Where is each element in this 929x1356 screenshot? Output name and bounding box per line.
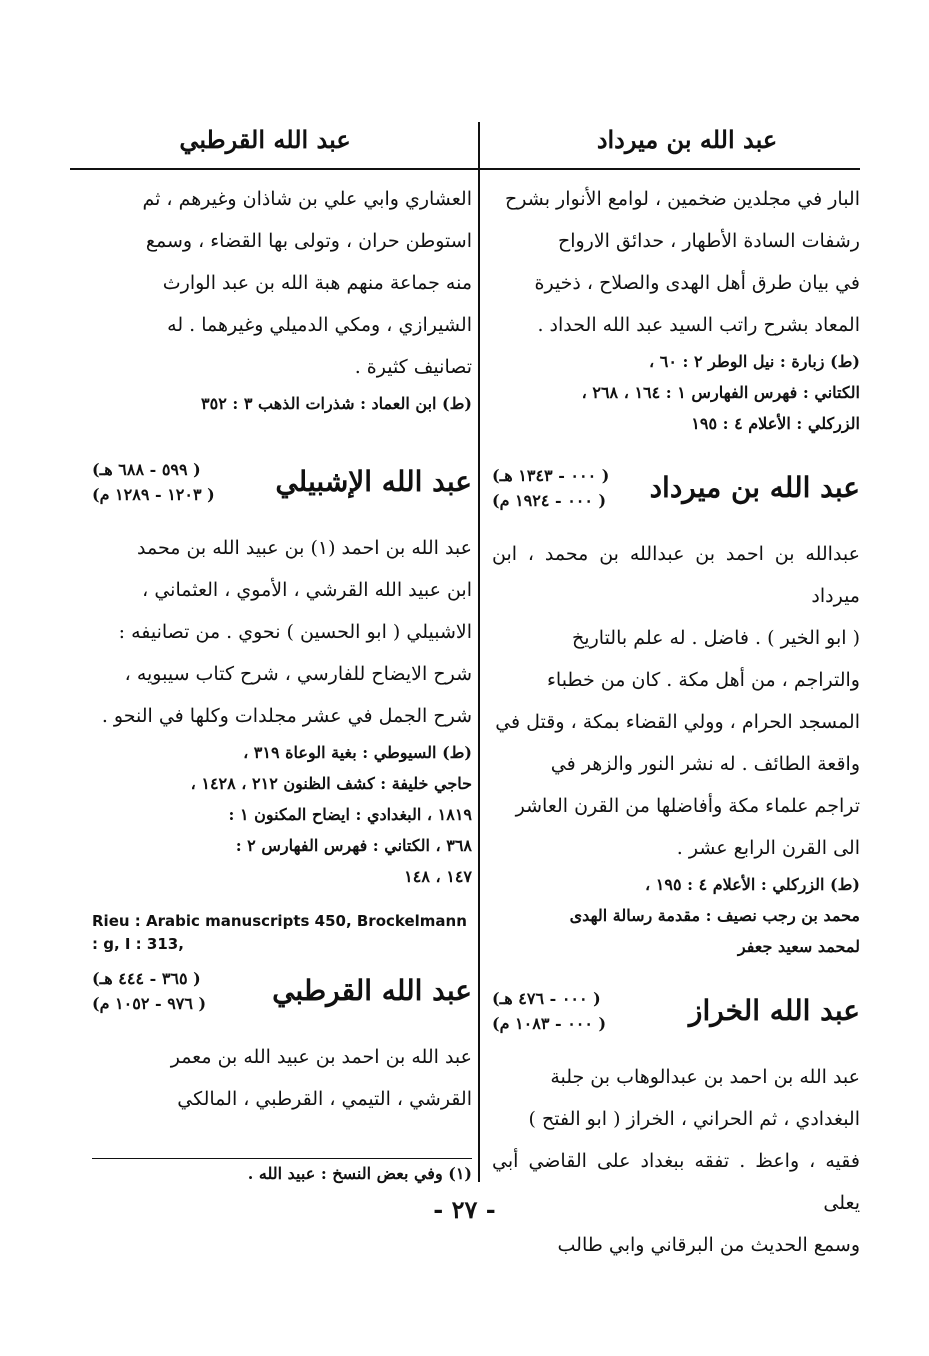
page-number: - ٢٧ - bbox=[433, 1195, 496, 1224]
hijri-date: ( ٣٦٥ - ٤٤٤ هـ) bbox=[92, 969, 201, 988]
source-line: الزركلي : الأعلام ٤ : ١٩٥ bbox=[691, 414, 860, 433]
source-line: لمحمد سعيد جعفر bbox=[737, 937, 860, 956]
right-column-header: عبد الله بن ميرداد bbox=[596, 125, 778, 154]
text-line: في بيان طرق أهل الهدى والصلاح ، ذخيرة bbox=[534, 272, 860, 294]
gregorian-date: ( ٠٠٠ - ١٠٨٣ م) bbox=[492, 1014, 607, 1033]
text-line: استوطن حران ، وتولى بها القضاء ، وسمع bbox=[145, 230, 472, 252]
source-line: (ط) السيوطي : بغية الوعاة ٣١٩ ، bbox=[243, 743, 472, 762]
entry-name: عبد الله الإشبيلي bbox=[275, 465, 472, 498]
text-line: عبد الله بن احمد (١) بن عبيد الله بن محمد bbox=[137, 537, 472, 559]
source-line: ١٤٧ ، ١٤٨ bbox=[404, 867, 472, 886]
source-line: ٣٦٨ ، الكتاني : فهرس الفهارس ٢ : bbox=[235, 836, 472, 855]
latin-reference: Rieu : Arabic manuscripts 450, Brockelmann : g, I : 313, bbox=[92, 912, 467, 953]
text-line: تصانيف كثيرة . bbox=[354, 356, 472, 378]
entry-dates bbox=[92, 457, 215, 507]
paragraph bbox=[92, 178, 472, 388]
hijri-date: ( ٥٩٩ - ٦٨٨ هـ) bbox=[92, 460, 201, 479]
entry-heading bbox=[92, 457, 472, 523]
text-line: ابن عبيد الله القرشي ، الأموي ، العثماني ، bbox=[142, 579, 472, 601]
text-line: عبدالله بن احمد بن عبدالله بن محمد ، ابن ميرداد bbox=[492, 543, 860, 607]
hijri-date: ( ٠٠٠ - ٤٧٦ هـ) bbox=[492, 989, 601, 1008]
text-line: تراجم علماء مكة وأفاضلها من القرن العاشر bbox=[515, 795, 860, 817]
sources-block bbox=[492, 869, 860, 962]
sources-block bbox=[92, 737, 472, 892]
paragraph bbox=[492, 533, 860, 869]
footnote-rule bbox=[92, 1158, 472, 1159]
text-line: الاشبيلي ( ابو الحسين ) نحوي . من تصانيفه : bbox=[118, 621, 472, 643]
header-rule bbox=[70, 168, 860, 170]
text-line: المسجد الحرام ، وولي القضاء بمكة ، وقتل في bbox=[495, 711, 860, 733]
text-line: ( ابو الخير ) . فاضل . له علم بالتاريخ bbox=[572, 627, 860, 649]
entry-heading bbox=[492, 463, 860, 529]
source-line: (ط) الزركلي : الأعلام ٤ : ١٩٥ ، bbox=[645, 875, 860, 894]
text-line: عبد الله بن احمد بن عبدالوهاب بن جلبة bbox=[550, 1066, 860, 1088]
source-line: (ط) ابن العماد : شذرات الذهب ٣ : ٣٥٢ bbox=[201, 394, 472, 413]
text-line: القرشي ، التيمي ، القرطبي ، المالكي bbox=[177, 1088, 472, 1110]
text-line: العشاري وابي علي بن شاذان وغيرهم ، ثم bbox=[142, 188, 472, 210]
paragraph bbox=[92, 1036, 472, 1120]
source-line: حاجي خليفة : كشف الظنون ٢١٢ ، ١٤٢٨ ، bbox=[190, 774, 472, 793]
source-line: (ط) زبارة : نيل الوطر ٢ : ٦٠ ، bbox=[649, 352, 860, 371]
entry-heading bbox=[492, 986, 860, 1052]
text-line: واقعة الطائف . له نشر النور والزهر في bbox=[550, 753, 860, 775]
text-line: شرح الايضاح للفارسي ، شرح كتاب سيبويه ، bbox=[124, 663, 472, 685]
entry-dates bbox=[492, 463, 609, 513]
text-line: رشفات السادة الأطهار ، حدائق الارواح bbox=[557, 230, 860, 252]
entry-name: عبد الله الخراز bbox=[688, 994, 860, 1027]
paragraph bbox=[492, 178, 860, 346]
entry-name: عبد الله القرطبي bbox=[272, 974, 472, 1007]
gregorian-date: ( ٩٧٦ - ١٠٥٢ م) bbox=[92, 994, 207, 1013]
hijri-date: ( ٠٠٠ - ١٣٤٣ هـ) bbox=[492, 466, 610, 485]
text-line: فقيه ، واعظ . تفقه ببغداد على القاضي أبي يعلى bbox=[492, 1150, 860, 1214]
text-line: المعاد بشرح راتب السيد عبد الله الحداد . bbox=[537, 314, 860, 336]
gregorian-date: ( ١٢٠٣ - ١٢٨٩ م) bbox=[92, 485, 215, 504]
source-line: ١٨١٩ ، البغدادي : ايضاح المكنون ١ : bbox=[228, 805, 472, 824]
entry-heading bbox=[92, 966, 472, 1032]
column-divider bbox=[478, 122, 480, 1182]
gregorian-date: ( ٠٠٠ - ١٩٢٤ م) bbox=[492, 491, 607, 510]
text-line: البار في مجلدين ضخمين ، لوامع الأنوار بشرح bbox=[505, 188, 860, 210]
text-line: عبد الله بن احمد بن عبيد الله بن معمر bbox=[170, 1046, 472, 1068]
left-column-header: عبد الله القرطبي bbox=[179, 125, 351, 154]
source-line: الكتاني : فهرس الفهارس ١ : ١٦٤ ، ٢٦٨ ، bbox=[581, 383, 860, 402]
paragraph bbox=[492, 1056, 860, 1266]
sources-block bbox=[492, 346, 860, 439]
right-column bbox=[492, 178, 860, 1266]
entry-dates bbox=[92, 966, 206, 1016]
text-line: الى القرن الرابع عشر . bbox=[676, 837, 860, 859]
source-line: محمد بن رجب نصيف : مقدمة رسالة الهدى bbox=[569, 906, 860, 925]
text-line: وسمع الحديث من البرقاني وابي طالب bbox=[557, 1234, 860, 1256]
entry-name: عبد الله بن ميرداد bbox=[649, 471, 860, 504]
text-line: الشيرازي ، ومكي الدميلي وغيرهما . له bbox=[167, 314, 472, 336]
left-column bbox=[92, 178, 472, 1120]
sources-block bbox=[92, 388, 472, 419]
text-line: البغدادي ، ثم الحراني ، الخراز ( ابو الفتح ) bbox=[528, 1108, 860, 1130]
footnote: (١) وفي بعض النسخ : عبيد الله . bbox=[247, 1164, 472, 1183]
text-line: شرح الجمل في عشر مجلدات وكلها في النحو . bbox=[101, 705, 472, 727]
text-line: منه جماعة منهم هبة الله بن عبد الوارث bbox=[162, 272, 472, 294]
entry-dates bbox=[492, 986, 606, 1036]
text-line: والتراجم ، من أهل مكة . كان من خطباء bbox=[546, 669, 860, 691]
paragraph bbox=[92, 527, 472, 737]
